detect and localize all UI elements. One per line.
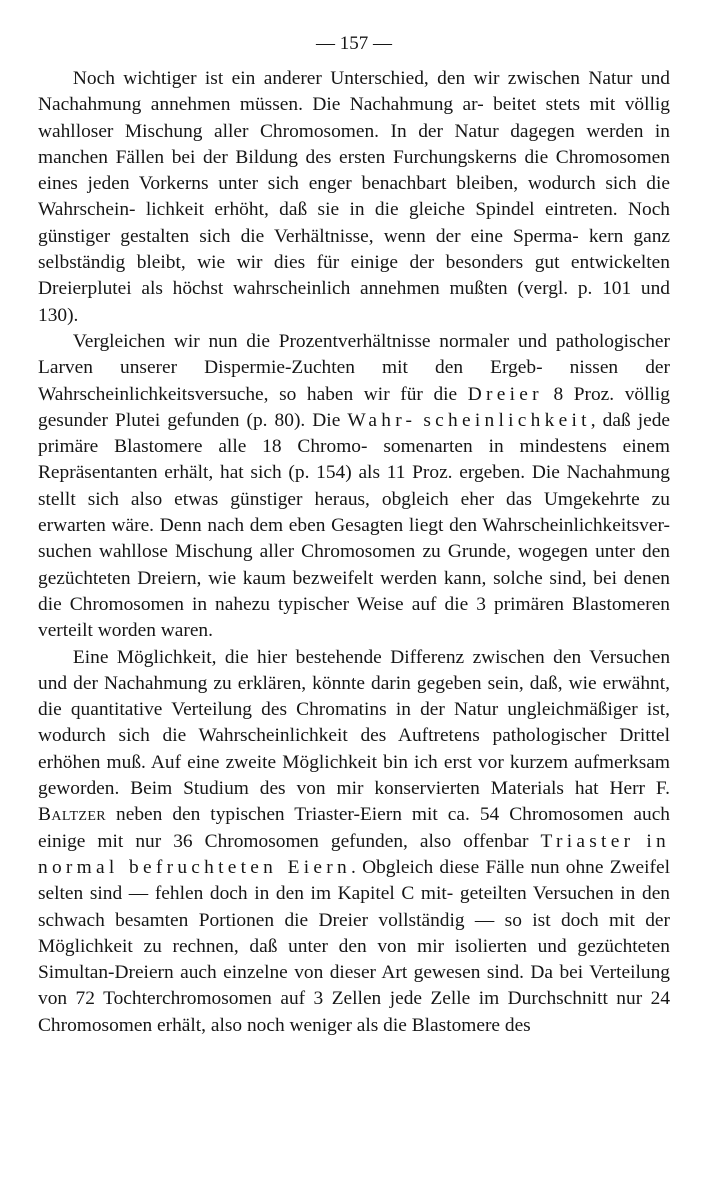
text-line: lichkeit erhöht, daß sie in die gleiche Spindel eintreten. Noch xyxy=(145,199,670,221)
text-line: Noch wichtiger ist ein anderer Unterschied, den wir zwischen xyxy=(72,68,580,89)
text-line: des Auftretens pathologischer Drittel erhöhen muß. Auf eine zweite xyxy=(38,725,670,773)
text-line: (p. 154) als 11 Proz. ergeben. Die Nachahmung stellt sich also etwas xyxy=(38,462,670,510)
text-line: der Natur dagegen werden in manchen Fällen bei der Bildung des xyxy=(38,120,671,168)
text-line: neben den typischen Triaster-Eiern mit ca. 54 Chromosomen auch xyxy=(116,804,670,826)
spaced-emphasis: in normal befruchteten Eiern xyxy=(38,830,670,878)
text-line: Natur und Nachahmung annehmen müssen. Die Nachahmung ar- xyxy=(38,68,670,116)
text-line: einige mit nur 36 Chromosomen gefunden, also offenbar xyxy=(38,830,541,852)
spaced-emphasis: Triaster xyxy=(540,830,635,852)
text-line: solche sind, bei denen die Chromosomen in nahezu typischer Weise xyxy=(38,567,670,615)
text-line: Möglichkeit bin ich erst vor kurzem aufmerksam geworden. Beim xyxy=(38,751,670,800)
text-line: unter den gezüchteten Dreiern, wie kaum bezweifelt werden kann, xyxy=(38,541,670,589)
text-line: Tochterchromosomen auf 3 Zellen jede Zelle im Durchschnitt nur xyxy=(103,988,643,1010)
text-line: Vergleichen wir nun die Prozentverhältnisse normaler und xyxy=(72,330,548,352)
paragraph-3 xyxy=(38,645,670,1039)
page-number: — 157 — xyxy=(316,33,392,54)
text-line: günstiger heraus, obgleich eher das Umgekehrte zu erwarten wäre. xyxy=(38,488,670,537)
text-line: einzelne von dieser Art gewesen sind. Da bei Verteilung von 72 xyxy=(38,962,670,1010)
text-line: pathologischer Larven unserer Dispermie-Zuchten mit den Ergeb- xyxy=(38,330,670,379)
text-line: . Obgleich diese Fälle nun xyxy=(350,856,560,878)
book-page xyxy=(38,30,670,1039)
text-line: 8 Proz. völlig gesunder Plutei gefunden (p. 80). Die xyxy=(38,383,670,431)
text-line: sein, daß, wie erwähnt, die quantitative Verteilung des Chromatins xyxy=(38,672,670,721)
spaced-emphasis: Dreier xyxy=(467,383,543,405)
text-line: mußten (vergl. p. 101 und 130). xyxy=(38,278,670,326)
text-line: beitet stets mit völlig wahlloser Mischung aller Chromosomen. In xyxy=(38,94,670,142)
text-line: Studium des von mir konservierten Materials hat Herr F. xyxy=(183,778,670,800)
text-line: Denn nach dem eben Gesagten liegt den Wahrscheinlichkeitsver- xyxy=(159,515,670,537)
text-line: 24 Chromosomen erhält, also noch weniger als die Blastomere des xyxy=(38,988,671,1036)
text-line: , daß jede primäre Blastomere alle 18 Chromo- xyxy=(38,409,670,458)
text-line: suchen wahllose Mischung aller Chromosomen zu Grunde, wogegen xyxy=(38,541,588,563)
paragraph-1 xyxy=(38,66,670,329)
text-line: somenarten in mindestens einem Repräsentanten erhält, hat sich xyxy=(38,436,671,484)
text-line: günstiger gestalten sich die Verhältnisse, wenn der eine Sperma- xyxy=(38,225,579,247)
text-line: Eine Möglichkeit, die hier bestehende Differenz zwischen den xyxy=(72,646,582,668)
text-line: kern ganz selbständig bleibt, wie wir dies für einige der besonders xyxy=(38,225,670,274)
text-line: auf die 3 primären Blastomeren verteilt worden waren. xyxy=(38,593,670,642)
text-line: den von mir isolierten und gezüchteten Simultan-Dreiern auch xyxy=(38,935,670,984)
text-line: unter sich enger benachbart bleiben, wodurch sich die Wahrschein- xyxy=(38,173,670,221)
text-line: ersten Furchungskerns die Chromosomen eines jeden Vorkerns xyxy=(38,146,670,195)
paragraph-2 xyxy=(38,329,670,645)
text-line: nissen der Wahrscheinlichkeitsversuche, so haben wir für die xyxy=(38,357,670,405)
text-line: ohne Zweifel selten sind — fehlen doch in den im Kapitel C mit- xyxy=(38,856,670,905)
text-line: Versuchen und der Nachahmung zu erklären, könnte darin gegeben xyxy=(38,646,671,694)
spaced-emphasis: scheinlichkeit xyxy=(423,409,591,431)
spaced-emphasis: Wahr- xyxy=(347,409,417,431)
text-line: geteilten Versuchen in den schwach besamten Portionen die Dreier xyxy=(38,883,671,931)
text-line: vollständig — so ist doch mit der Möglichkeit zu rechnen, daß unter xyxy=(38,909,670,957)
text-line: in der Natur ungleichmäßiger ist, wodurch sich die Wahrscheinlichkeit xyxy=(38,699,670,747)
text-line: gut entwickelten Dreierplutei als höchst wahrscheinlich annehmen xyxy=(38,252,670,300)
author-name: Baltzer xyxy=(38,804,107,826)
